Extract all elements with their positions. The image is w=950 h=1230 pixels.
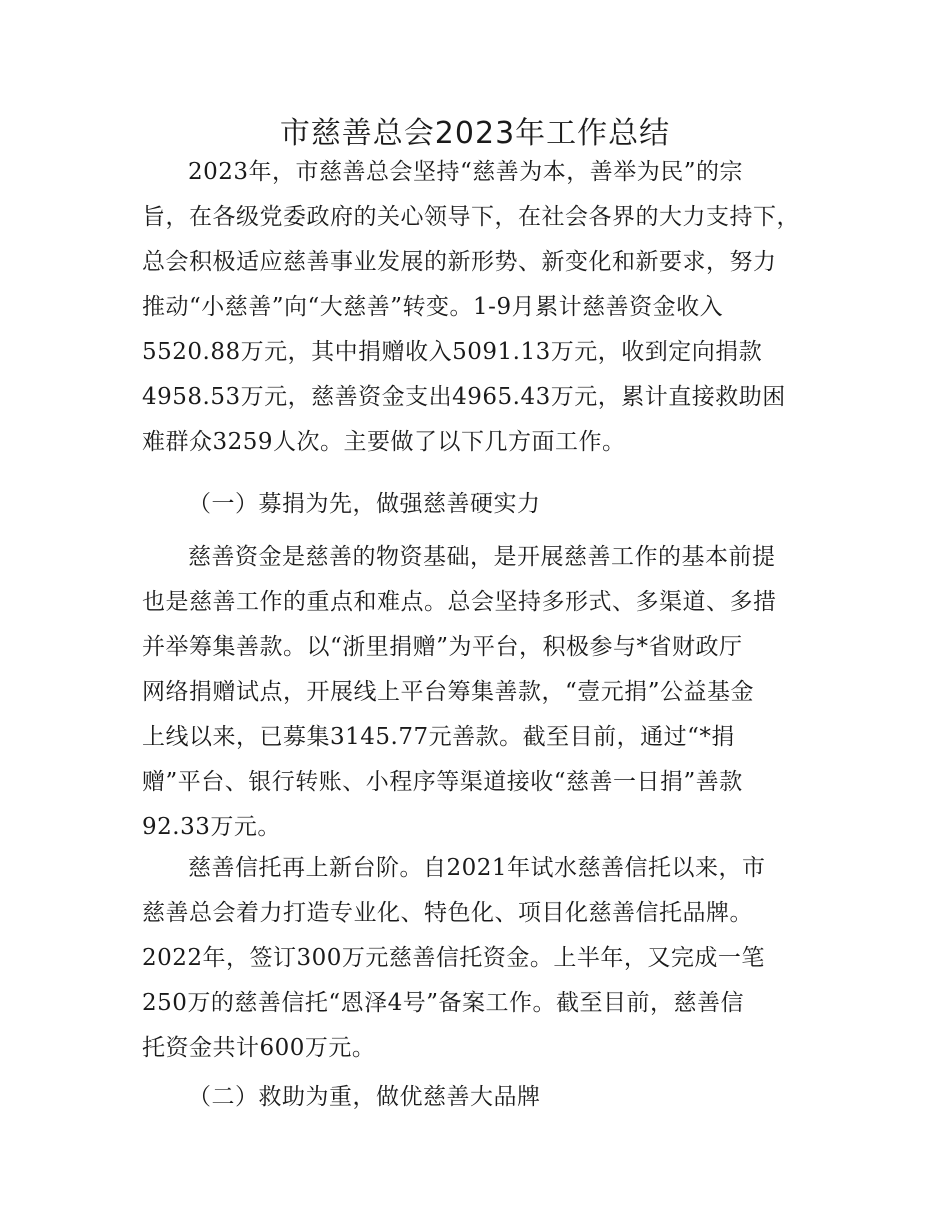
paragraph-intro xyxy=(142,150,812,465)
paragraph-fundraising xyxy=(142,535,812,850)
text-line: 92.33万元。 xyxy=(142,814,281,840)
text-line: 慈善资金是慈善的物资基础，是开展慈善工作的基本前提 xyxy=(188,544,776,570)
text-line: 2022年，签订300万元慈善信托资金。上半年，又完成一笔 xyxy=(142,945,765,971)
text-line: 难群众3259人次。主要做了以下几方面工作。 xyxy=(142,429,626,455)
text-line: 4958.53万元，慈善资金支出4965.43万元，累计直接救助困 xyxy=(142,384,786,410)
text-line: 并举筹集善款。以“浙里捐赠”为平台，积极参与*省财政厅 xyxy=(142,634,743,660)
text-line: 上线以来，已募集3145.77元善款。截至目前，通过“*捐 xyxy=(142,724,735,750)
text-line: 250万的慈善信托“恩泽4号”备案工作。截至目前，慈善信 xyxy=(142,990,745,1016)
document-title: 市慈善总会2023年工作总结 xyxy=(279,116,671,151)
text-line: 网络捐赠试点，开展线上平台筹集善款，“壹元捐”公益基金 xyxy=(142,679,755,705)
text-line: 2023年，市慈善总会坚持“慈善为本，善举为民”的宗 xyxy=(188,159,744,185)
text-line: 也是慈善工作的重点和难点。总会坚持多形式、多渠道、多措 xyxy=(142,589,777,615)
text-line: 旨，在各级党委政府的关心领导下，在社会各界的大力支持下， xyxy=(142,204,800,230)
text-line: 赠”平台、银行转账、小程序等渠道接收“慈善一日捐”善款 xyxy=(142,769,743,795)
text-line: 慈善总会着力打造专业化、特色化、项目化慈善信托品牌。 xyxy=(142,900,753,926)
text-line: 5520.88万元，其中捐赠收入5091.13万元，收到定向捐款 xyxy=(142,339,763,365)
section-heading-text: （一）募捐为先，做强慈善硬实力 xyxy=(188,491,541,517)
section-heading-2 xyxy=(142,1075,812,1120)
section-heading-1 xyxy=(142,482,812,527)
text-line: 总会积极适应慈善事业发展的新形势、新变化和新要求，努力 xyxy=(142,249,777,275)
paragraph-charity-trust xyxy=(142,846,812,1071)
section-heading-text: （二）救助为重，做优慈善大品牌 xyxy=(188,1084,541,1110)
text-line: 慈善信托再上新台阶。自2021年试水慈善信托以来，市 xyxy=(188,855,766,881)
text-line: 推动“小慈善”向“大慈善”转变。1-9月累计慈善资金收入 xyxy=(142,294,724,320)
text-line: 托资金共计600万元。 xyxy=(142,1035,376,1061)
